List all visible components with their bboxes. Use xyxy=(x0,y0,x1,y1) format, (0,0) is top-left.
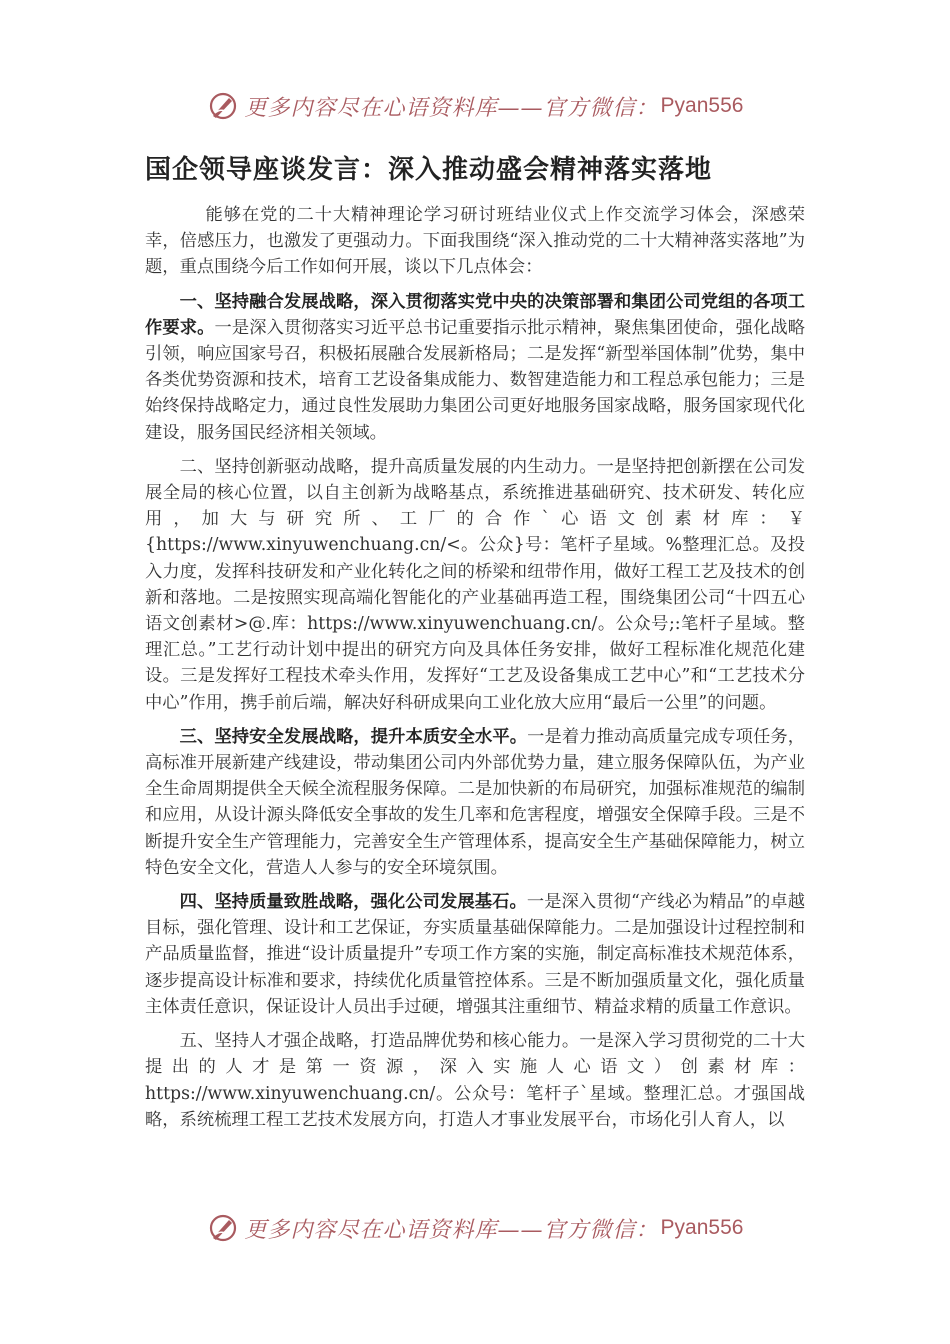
pen-swirl-logo-icon xyxy=(207,90,239,122)
banner-wechat-id: Pyan556 xyxy=(660,1216,744,1239)
section-2-paragraph xyxy=(145,454,805,716)
pen-swirl-logo-icon xyxy=(207,1212,239,1244)
section-5-paragraph xyxy=(145,1028,805,1133)
intro-paragraph: 能够在党的二十大精神理论学习研讨班结业仪式上作交流学习体会，深感荣幸，倍感压力，也激发了更强动力。下面我围绕“深入推动党的二十大精神落实落地”为题，重点围绕今后工作如何开展，谈以下几点体会： xyxy=(145,205,805,278)
section-4-paragraph xyxy=(145,889,805,1020)
banner-text: 更多内容尽在心语资料库——官方微信： xyxy=(244,1217,659,1243)
section-2-text: 二、坚持创新驱动战略，提升高质量发展的内生动力。一是坚持把创新摆在公司发展全局的核心位置，以自主创新为战略基点，系统推进基础研究、技术研发、转化应用，加大与研究所、工厂的合作`心语文创素材库：￥{https://www.xinyuwenchuang.cn/<。公众}号：笔杆子星域。%整理汇总。及投入力度，发挥科技研发和产业化转化之间的桥梁和纽带作用，做好工程工艺及技术的创新和落地。二是按照实现高端化智能化的产业基础再造工程，围绕集团公司“十四五心语文创素材>@.库：https://www.xinyuwenchuang.cn/。公众号;:笔杆子星域。整理汇总。”工艺行动计划中提出的研究方向及具体任务安排，做好工程标准化规范化建设。三是发挥好工程技术牵头作用，发挥好“工艺及设备集成工艺中心”和“工艺技术分中心”作用，携手前后端，解决好科研成果向工业化放大应用“最后一公里”的问题。 xyxy=(145,456,805,713)
page-title: 国企领导座谈发言：深入推动盛会精神落实落地 xyxy=(145,155,713,185)
section-3-paragraph xyxy=(145,724,805,881)
section-1-heading: 一、坚持融合发展战略，深入贯彻落实党中央的决策部署和集团公司党组的各项工作要求。 xyxy=(145,291,805,338)
banner-text: 更多内容尽在心语资料库——官方微信： xyxy=(244,95,659,121)
section-4-text: 一是深入贯彻“产线必为精品”的卓越目标，强化管理、设计和工艺保证，夯实质量基础保障能力。二是加强设计过程控制和产品质量监督，推进“设计质量提升”专项工作方案的实施，制定高标准技术规范体系，逐步提高设计标准和要求，持续优化质量管控体系。三是不断加强质量文化，强化质量主体责任意识，保证设计人员出手过硬，增强其注重细节、精益求精的质量工作意识。 xyxy=(145,892,805,1017)
section-1-text: 一是深入贯彻落实习近平总书记重要指示批示精神，聚焦集团使命，强化战略引领，响应国家号召，积极拓展融合发展新格局；二是发挥“新型举国体制”优势，集中各类优势资源和技术，培育工艺设备集成能力、数智建造能力和工程总承包能力；三是始终保持战略定力，通过良性发展助力集团公司更好地服务国家战略，服务国家现代化建设，服务国民经济相关领域。 xyxy=(145,317,805,443)
article-body xyxy=(145,202,805,1141)
section-3-heading: 三、坚持安全发展战略，提升本质安全水平。 xyxy=(179,726,528,747)
section-3-text: 一是着力推动高质量完成专项任务，高标准开展新建产线建设，带动集团公司内外部优势力量，建立服务保障队伍，为产业全生命周期提供全天候全流程服务保障。二是加快新的布局研究，加强标准规范的编制和应用，从设计源头降低安全事故的发生几率和危害程度，增强安全保障手段。三是不断提升安全生产管理能力，完善安全生产管理体系，提高安全生产基础保障能力，树立特色安全文化，营造人人参与的安全环境氛围。 xyxy=(145,726,805,878)
section-5-text: 五、坚持人才强企战略，打造品牌优势和核心能力。一是深入学习贯彻党的二十大提出的人才是第一资源，深入实施人心语文）创素材库：https://www.xinyuwenchuang.cn/。公众号：笔杆子`星域。整理汇总。才强国战略，系统梳理工程工艺技术发展方向，打造人才事业发展平台，市场化引人育人，以 xyxy=(145,1031,805,1130)
footer-banner[interactable] xyxy=(0,1208,950,1248)
section-4-heading: 四、坚持质量致胜战略，强化公司发展基石。 xyxy=(179,892,527,913)
banner-wechat-id: Pyan556 xyxy=(660,94,744,117)
section-1-paragraph xyxy=(145,289,805,446)
header-banner[interactable] xyxy=(0,86,950,126)
